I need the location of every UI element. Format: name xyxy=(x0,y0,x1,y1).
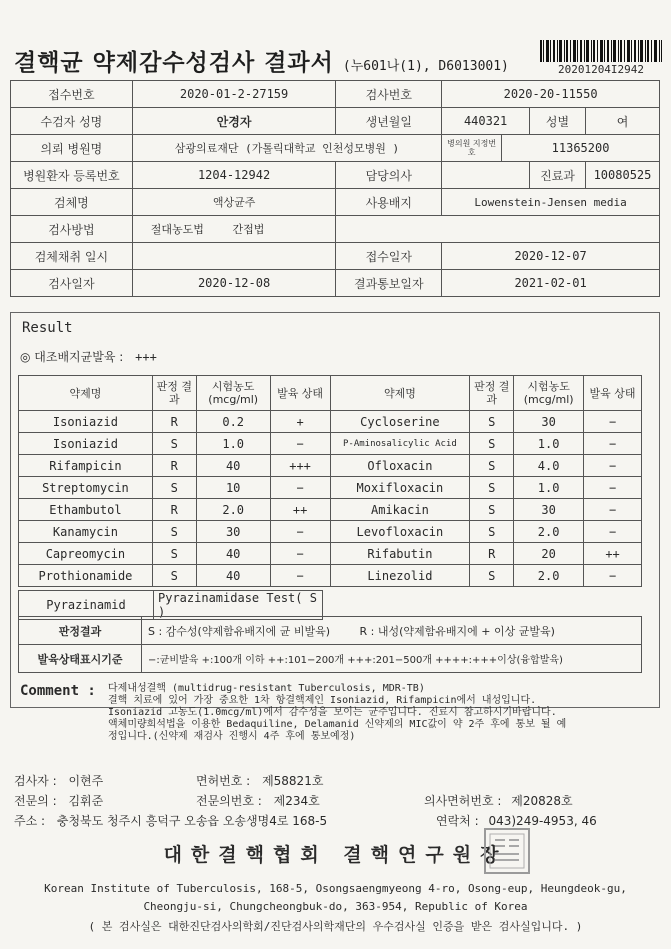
judgement-criteria xyxy=(142,617,642,645)
doctor-license-line xyxy=(424,792,573,809)
hospital-no-label: 병의원 지정번호 xyxy=(442,135,502,162)
pza-test: Pyrazinamidase Test( S ) xyxy=(154,591,323,620)
receive-date-label: 접수일자 xyxy=(336,243,442,270)
drug-row xyxy=(19,565,642,587)
drug-right-growth: − xyxy=(584,411,642,433)
institute-name: 대한결핵협회 결핵연구원장 xyxy=(163,844,508,866)
control-growth xyxy=(20,348,157,365)
drug-left-drug: Isoniazid xyxy=(19,411,153,433)
drug-right-conc: 20 xyxy=(514,543,584,565)
comment-line: 결핵 치료에 있어 가장 중요한 1차 항결핵제인 Isoniazid, Rifampicin에서 내성입니다. xyxy=(108,695,537,706)
address-label: 주소 : xyxy=(14,814,46,828)
drug-left-drug: Kanamycin xyxy=(19,521,153,543)
receipt-no: 2020-01-2-27159 xyxy=(132,81,336,108)
drug-left-result: S xyxy=(152,521,196,543)
title-code: (누601나(1), D6013001) xyxy=(342,59,509,74)
tester-name: 이현주 xyxy=(68,774,104,788)
patient-name: 안경자 xyxy=(132,108,336,135)
drug-right-result: S xyxy=(470,477,514,499)
control-value: +++ xyxy=(135,350,157,364)
drug-row xyxy=(19,433,642,455)
drug-left-conc: 10 xyxy=(196,477,270,499)
birth-label: 생년월일 xyxy=(336,108,442,135)
document-title xyxy=(14,44,509,77)
drug-result-table xyxy=(18,375,642,587)
certification-note: ( 본 검사실은 대한진단검사의학회/진단검사의학재단의 우수검사실 인증을 받은 검사실입니다. ) xyxy=(88,920,583,933)
specialist-no-line xyxy=(196,792,320,809)
drug-right-drug: Levofloxacin xyxy=(330,521,470,543)
judgement-s: S : 감수성(약제함유배지에 균 비발육) xyxy=(148,624,331,638)
drug-right-drug: Ofloxacin xyxy=(330,455,470,477)
phone-label: 연락처 : xyxy=(436,814,479,828)
drug-right-conc: 1.0 xyxy=(514,477,584,499)
drug-row xyxy=(19,499,642,521)
test-date-label: 검사일자 xyxy=(11,270,133,297)
drug-left-drug: Rifampicin xyxy=(19,455,153,477)
drug-right-conc: 30 xyxy=(514,411,584,433)
drug-left-growth: + xyxy=(270,411,330,433)
birth: 440321 xyxy=(442,108,530,135)
drug-row xyxy=(19,411,642,433)
drug-left-drug: Capreomycin xyxy=(19,543,153,565)
collect-date-label: 검체채취 일시 xyxy=(11,243,133,270)
drug-right-growth: − xyxy=(584,565,642,587)
drug-right-result: S xyxy=(470,455,514,477)
drug-row xyxy=(19,543,642,565)
drug-right-result: S xyxy=(470,433,514,455)
drug-row xyxy=(19,521,642,543)
drug-right-result: S xyxy=(470,565,514,587)
patient-name-label: 수검자 성명 xyxy=(11,108,133,135)
comment-label: Comment : xyxy=(20,683,96,699)
drug-right-conc: 1.0 xyxy=(514,433,584,455)
growth-criteria: −:균비발육 +:100개 이하 ++:101−200개 +++:201−500개 ++++:+++이상(융합발육) xyxy=(142,645,642,673)
method-1: 절대농도법 xyxy=(150,223,204,236)
specialist-label: 전문의 : xyxy=(14,794,57,808)
drug-right-drug: P-Aminosalicylic Acid xyxy=(330,433,470,455)
doctor-label: 담당의사 xyxy=(336,162,442,189)
drug-right-growth: ++ xyxy=(584,543,642,565)
drug-left-growth: − xyxy=(270,433,330,455)
collect-date xyxy=(132,243,336,270)
drug-right-conc: 30 xyxy=(514,499,584,521)
drug-right-growth: − xyxy=(584,433,642,455)
drug-right-growth: − xyxy=(584,521,642,543)
test-no: 2020-20-11550 xyxy=(442,81,660,108)
drug-left-drug: Isoniazid xyxy=(19,433,153,455)
address: 충청북도 청주시 흥덕구 오송읍 오송생명4로 168-5 xyxy=(56,814,328,828)
drug-left-conc: 40 xyxy=(196,455,270,477)
col-conc-left: 시험농도 (mcg/ml) xyxy=(196,376,270,411)
comment-line: Isoniazid 고농도(1.0mcg/ml)에서 감수성을 보이는 균주입니다. 진료시 참고하시기바랍니다. xyxy=(108,707,557,718)
result-label: Result xyxy=(22,320,73,336)
specialist-no: 제234호 xyxy=(273,794,320,808)
specimen-label: 검체명 xyxy=(11,189,133,216)
judgement-label: 판정결과 xyxy=(19,617,142,645)
pza-drug: Pyrazinamid xyxy=(19,591,154,620)
judgement-r: R : 내성(약제함유배지에 + 이상 균발육) xyxy=(359,624,555,638)
drug-left-conc: 1.0 xyxy=(196,433,270,455)
tester-line xyxy=(14,772,103,789)
barcode-graphic xyxy=(540,40,662,62)
comment-line: 다제내성결핵 (multidrug-resistant Tuberculosis, MDR-TB) xyxy=(108,683,425,694)
drug-left-drug: Ethambutol xyxy=(19,499,153,521)
test-no-label: 검사번호 xyxy=(336,81,442,108)
drug-left-conc: 40 xyxy=(196,543,270,565)
reg-no: 1204-12942 xyxy=(132,162,336,189)
method-2: 간접법 xyxy=(232,223,265,236)
drug-right-result: S xyxy=(470,521,514,543)
drug-left-result: S xyxy=(152,565,196,587)
drug-left-result: S xyxy=(152,477,196,499)
doctor-license-label: 의사면허번호 : xyxy=(424,794,502,808)
col-drug-right: 약제명 xyxy=(330,376,470,411)
col-conc-right: 시험농도 (mcg/ml) xyxy=(514,376,584,411)
sex-label: 성별 xyxy=(530,108,586,135)
method-blank xyxy=(336,216,660,243)
drug-right-drug: Amikacin xyxy=(330,499,470,521)
drug-right-drug: Cycloserine xyxy=(330,411,470,433)
medium: Lowenstein-Jensen media xyxy=(442,189,660,216)
drug-row xyxy=(19,477,642,499)
institute-address-1: Korean Institute of Tuberculosis, 168-5, Osongsaengmyeong 4-ro, Osong-eup, Heungdeok-gu, xyxy=(44,882,627,895)
specialist-name: 김휘준 xyxy=(68,794,104,808)
col-result-right: 판정 결과 xyxy=(470,376,514,411)
drug-right-growth: − xyxy=(584,499,642,521)
drug-right-result: S xyxy=(470,499,514,521)
barcode-number: 20201204I2942 xyxy=(557,63,645,76)
control-label: ◎ 대조배지균발육 : xyxy=(20,350,124,364)
drug-right-conc: 2.0 xyxy=(514,521,584,543)
receive-date: 2020-12-07 xyxy=(442,243,660,270)
drug-right-result: S xyxy=(470,411,514,433)
license-line xyxy=(196,772,323,789)
hospital-label: 의뢰 병원명 xyxy=(11,135,133,162)
comment-line: 액체미량희석법을 이용한 Bedaquiline, Delamanid 신약제의 MIC값이 약 2주 후에 통보 될 예 xyxy=(108,719,567,730)
drug-left-drug: Prothionamide xyxy=(19,565,153,587)
drug-left-result: S xyxy=(152,543,196,565)
drug-left-growth: ++ xyxy=(270,499,330,521)
hospital: 삼광의료재단 (가톨릭대학교 인천성모병원 ) xyxy=(132,135,441,162)
tester-label: 검사자 : xyxy=(14,774,57,788)
method-label: 검사방법 xyxy=(11,216,133,243)
medium-label: 사용배지 xyxy=(336,189,442,216)
drug-right-conc: 2.0 xyxy=(514,565,584,587)
doctor xyxy=(442,162,530,189)
address-line xyxy=(14,812,327,829)
drug-left-result: R xyxy=(152,499,196,521)
specialist-no-label: 전문의번호 : xyxy=(196,794,262,808)
drug-right-drug: Rifabutin xyxy=(330,543,470,565)
license-no: 제58821호 xyxy=(262,774,324,788)
hospital-no: 11365200 xyxy=(502,135,660,162)
drug-left-growth: +++ xyxy=(270,455,330,477)
drug-left-growth: − xyxy=(270,565,330,587)
comment-body xyxy=(108,683,648,743)
dept-label: 진료과 xyxy=(530,162,586,189)
specialist-line xyxy=(14,792,103,809)
drug-left-conc: 0.2 xyxy=(196,411,270,433)
report-date-label: 결과통보일자 xyxy=(336,270,442,297)
report-date: 2021-02-01 xyxy=(442,270,660,297)
drug-left-conc: 30 xyxy=(196,521,270,543)
doctor-license-no: 제20828호 xyxy=(511,794,573,808)
drug-right-conc: 4.0 xyxy=(514,455,584,477)
test-date: 2020-12-08 xyxy=(132,270,336,297)
drug-left-result: R xyxy=(152,411,196,433)
drug-right-drug: Moxifloxacin xyxy=(330,477,470,499)
drug-right-result: R xyxy=(470,543,514,565)
col-growth-left: 발육 상태 xyxy=(270,376,330,411)
drug-row xyxy=(19,455,642,477)
dept: 10080525 xyxy=(585,162,659,189)
drug-right-drug: Linezolid xyxy=(330,565,470,587)
license-label: 면허번호 : xyxy=(196,774,251,788)
drug-left-result: S xyxy=(152,433,196,455)
drug-left-growth: − xyxy=(270,477,330,499)
specimen: 액상균주 xyxy=(132,189,336,216)
drug-left-conc: 40 xyxy=(196,565,270,587)
growth-label: 발육상태표시기준 xyxy=(19,645,142,673)
reg-no-label: 병원환자 등록번호 xyxy=(11,162,133,189)
drug-left-conc: 2.0 xyxy=(196,499,270,521)
legend-table xyxy=(18,616,642,673)
drug-left-result: R xyxy=(152,455,196,477)
drug-right-growth: − xyxy=(584,477,642,499)
drug-left-drug: Streptomycin xyxy=(19,477,153,499)
col-growth-right: 발육 상태 xyxy=(584,376,642,411)
method xyxy=(132,216,336,243)
receipt-no-label: 접수번호 xyxy=(11,81,133,108)
col-drug-left: 약제명 xyxy=(19,376,153,411)
title-text: 결핵균 약제감수성검사 결과서 xyxy=(14,50,334,76)
drug-right-growth: − xyxy=(584,455,642,477)
official-seal-stamp xyxy=(482,826,532,876)
phone: 043)249-4953, 46 xyxy=(488,814,597,828)
col-result-left: 판정 결과 xyxy=(152,376,196,411)
comment-line: 정입니다.(신약제 재검사 진행시 4주 후에 통보예정) xyxy=(108,731,356,742)
institute-address-2: Cheongju-si, Chungcheongbuk-do, 363-954, Republic of Korea xyxy=(143,900,528,913)
patient-info-table xyxy=(10,80,660,297)
drug-left-growth: − xyxy=(270,543,330,565)
drug-left-growth: − xyxy=(270,521,330,543)
sex: 여 xyxy=(585,108,659,135)
